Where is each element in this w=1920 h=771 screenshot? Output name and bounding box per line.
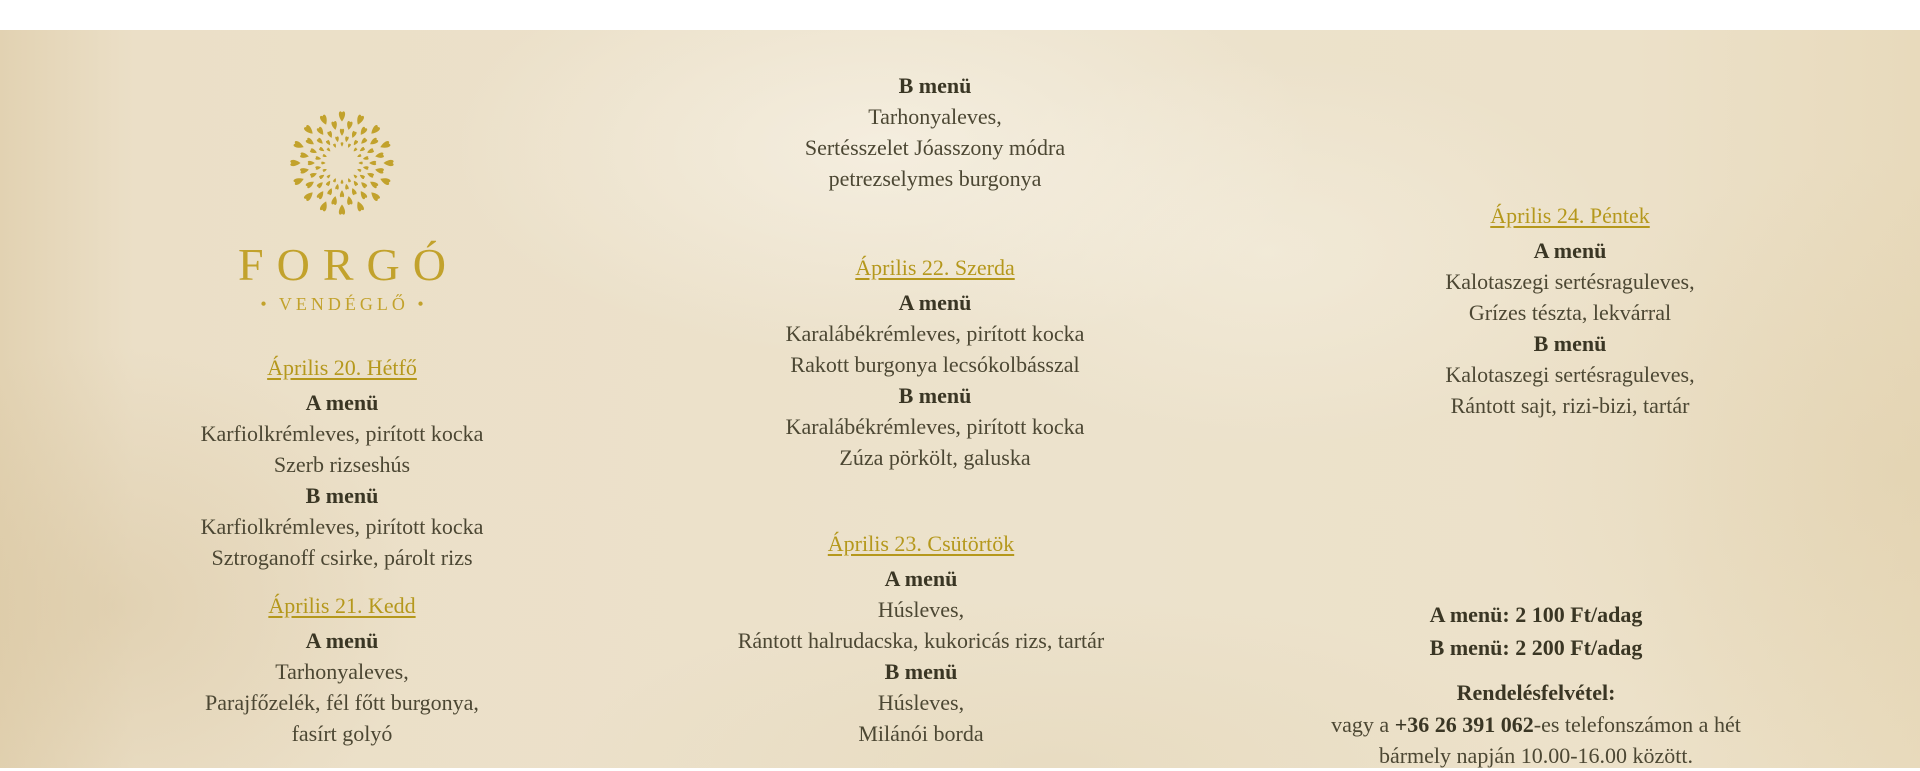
menu-item: Grízes tészta, lekvárral bbox=[1468, 300, 1672, 325]
menu-item: Parajfőzelék, fél főtt burgonya, bbox=[205, 690, 479, 715]
day-menu-thursday bbox=[681, 528, 1161, 749]
ordering-text: vagy a bbox=[1331, 712, 1395, 737]
day-heading: Április 23. Csütörtök bbox=[827, 531, 1015, 556]
bold-line: B menü: 2 200 Ft/adag bbox=[1429, 635, 1643, 660]
menu-item: fasírt golyó bbox=[291, 721, 393, 746]
menu-item: Sztroganoff csirke, párolt rizs bbox=[211, 545, 473, 570]
course-label: B menü bbox=[898, 383, 972, 408]
course-label: A menü bbox=[1533, 238, 1607, 263]
prices-block bbox=[1286, 598, 1786, 664]
bold-line: Rendelésfelvétel: bbox=[1456, 680, 1616, 705]
menu-item: Kalotaszegi sertésraguleves, bbox=[1445, 362, 1695, 387]
brand-tagline: • VENDÉGLŐ • bbox=[260, 294, 428, 314]
menu-item: Rántott halrudacska, kukoricás rizs, tartár bbox=[737, 628, 1105, 653]
menu-item: Karalábékrémleves, pirított kocka bbox=[785, 414, 1085, 439]
menu-item: Húsleves, bbox=[877, 690, 965, 715]
restaurant-logo bbox=[152, 106, 532, 314]
menu-item: Karalábékrémleves, pirított kocka bbox=[785, 321, 1085, 346]
menu-item: bármely napján 10.00-16.00 között. bbox=[1378, 743, 1694, 768]
course-label: A menü bbox=[305, 628, 379, 653]
menu-column-right bbox=[1320, 30, 1820, 768]
course-label: B menü bbox=[898, 73, 972, 98]
logo-rosette-icon bbox=[285, 106, 399, 220]
course-label: A menü bbox=[305, 390, 379, 415]
menu-item: Karfiolkrémleves, pirított kocka bbox=[200, 514, 484, 539]
menu-column-left bbox=[152, 30, 532, 768]
day-menu-wednesday bbox=[695, 252, 1175, 473]
ordering-text: -es telefonszámon a hét bbox=[1533, 712, 1741, 737]
menu-item: petrezselymes burgonya bbox=[828, 166, 1042, 191]
menu-item: Karfiolkrémleves, pirított kocka bbox=[200, 421, 484, 446]
course-label: B menü bbox=[305, 483, 379, 508]
day-menu-monday bbox=[152, 352, 532, 573]
menu-item: Tarhonyaleves, bbox=[275, 659, 409, 684]
tuesday-b-block bbox=[695, 70, 1175, 194]
course-label: A menü bbox=[898, 290, 972, 315]
menu-item: Szerb rizseshús bbox=[273, 452, 411, 477]
day-menu-friday bbox=[1320, 200, 1820, 421]
day-menu-tuesday bbox=[152, 590, 532, 749]
menu-column-middle bbox=[695, 30, 1175, 768]
menu-item: Rántott sajt, rizi-bizi, tartár bbox=[1450, 393, 1690, 418]
brand-name: FORGÓ bbox=[238, 239, 459, 290]
menu-item: Milánói borda bbox=[858, 721, 984, 746]
day-heading: Április 21. Kedd bbox=[268, 593, 416, 618]
menu-item: Kalotaszegi sertésraguleves, bbox=[1445, 269, 1695, 294]
menu-parchment-page bbox=[0, 30, 1920, 768]
day-heading: Április 20. Hétfő bbox=[267, 355, 417, 380]
course-label: B menü bbox=[884, 659, 958, 684]
course-label: B menü bbox=[1533, 331, 1607, 356]
bold-line: A menü: 2 100 Ft/adag bbox=[1429, 602, 1643, 627]
day-heading: Április 24. Péntek bbox=[1490, 203, 1650, 228]
menu-item: Húsleves, bbox=[877, 597, 965, 622]
menu-item: Rakott burgonya lecsókolbásszal bbox=[790, 352, 1080, 377]
menu-item bbox=[1286, 709, 1786, 740]
day-heading: Április 22. Szerda bbox=[855, 255, 1015, 280]
menu-item: Sertésszelet Jóasszony módra bbox=[804, 135, 1066, 160]
course-label: A menü bbox=[884, 566, 958, 591]
menu-item: Tarhonyaleves, bbox=[868, 104, 1002, 129]
phone-number: +36 26 391 062 bbox=[1394, 712, 1534, 737]
menu-item: Zúza pörkölt, galuska bbox=[839, 445, 1031, 470]
ordering-block bbox=[1286, 676, 1786, 771]
